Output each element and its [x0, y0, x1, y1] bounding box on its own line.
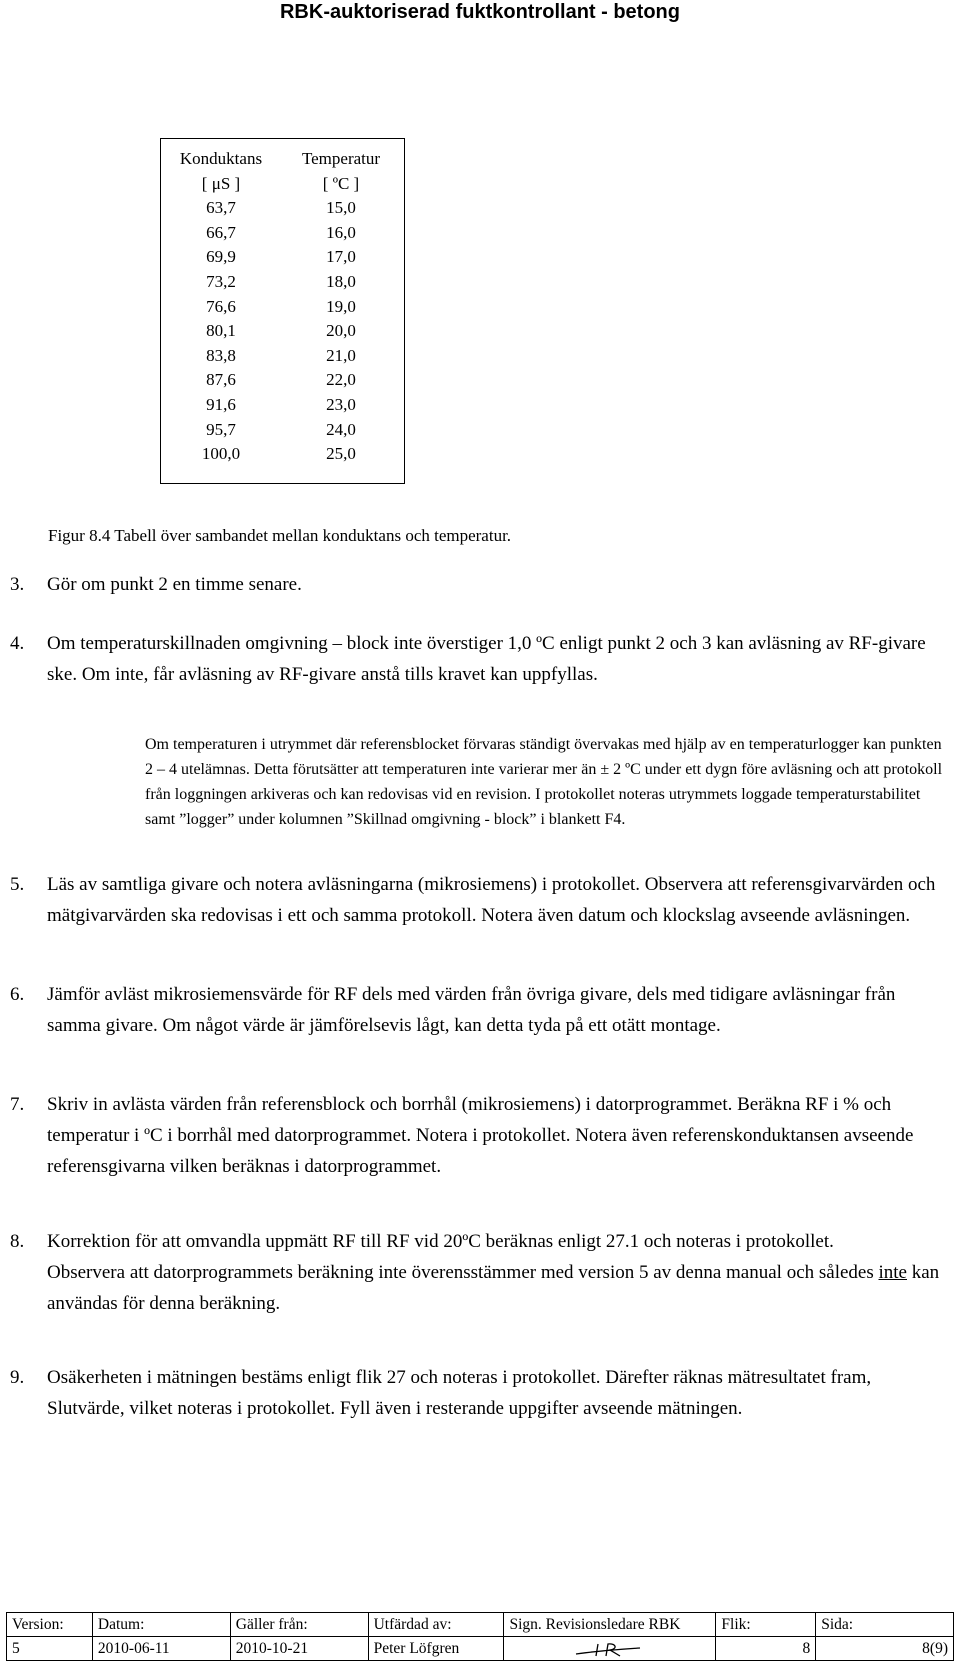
footer-label-version: Version:	[7, 1613, 93, 1637]
step-6	[10, 979, 950, 1041]
table-cell: 25,0	[326, 444, 356, 464]
footer-value-row	[7, 1637, 954, 1661]
footer-version: 5	[7, 1637, 93, 1661]
table-cell: 91,6	[206, 394, 236, 414]
footer-label-valid-from: Gäller från:	[230, 1613, 368, 1637]
table-cell: 66,7	[206, 222, 236, 242]
table-cell: 100,0	[201, 444, 241, 464]
footer-signature	[504, 1637, 716, 1661]
temperature-logger-note: Om temperaturen i utrymmet där referensblocket förvaras ständigt övervakas med hjälp av en temperaturlogger kan punkten 2 – 4 utelämnas. Detta förutsätter att temperaturen inte varierar mer än ± 2 ºC under ett dygn före avläsning och att protokoll från loggningen arkiveras och kan redovisas vid en revision. I protokollet noteras utrymmets loggade temperaturstabilitet samt ”logger” under kolumnen ”Skillnad omgivning - block” i blankett F4.	[145, 736, 943, 828]
footer-label-row	[7, 1613, 954, 1637]
step-8	[10, 1226, 950, 1319]
step-text: Gör om punkt 2 en timme senare.	[47, 574, 302, 595]
table-cell: 76,6	[206, 296, 236, 316]
table-cell: 17,0	[326, 247, 356, 267]
step-text: Osäkerheten i mätningen bestäms enligt flik 27 och noteras i protokollet. Därefter räknas mätresultatet fram, Slutvärde, vilket noteras i protokollet. Fyll även i resterande uppgifter avseende mätningen.	[47, 1367, 872, 1419]
underlined-word: inte	[878, 1262, 907, 1283]
table-cell: 15,0	[326, 198, 356, 218]
footer-label-issued-by: Utfärdad av:	[368, 1613, 504, 1637]
table-cell: 23,0	[326, 394, 356, 414]
column-unit: [ ºC ]	[322, 173, 360, 193]
table-cell: 18,0	[326, 271, 356, 291]
step-5	[10, 869, 950, 931]
step-text: Om temperaturskillnaden omgivning – block inte överstiger 1,0 ºC enligt punkt 2 och 3 kan avläsning av RF-givare ske. Om inte, får avläsning av RF-givare anstå tills kravet kan uppfyllas.	[47, 633, 926, 685]
footer-date: 2010-06-11	[92, 1637, 230, 1661]
footer-issued-by: Peter Löfgren	[368, 1637, 504, 1661]
temperature-column	[281, 147, 401, 467]
signature-icon	[570, 1639, 650, 1659]
table-cell: 83,8	[206, 345, 236, 365]
footer-valid-from: 2010-10-21	[230, 1637, 368, 1661]
table-cell: 73,2	[206, 271, 236, 291]
step-3	[10, 569, 950, 600]
step-number: 3.	[10, 574, 25, 595]
step-number: 7.	[10, 1094, 25, 1115]
step-4	[10, 628, 950, 690]
step-text-observation: Observera att datorprogrammets beräkning inte överensstämmer med version 5 av denna manual och således inte kan användas för denna beräkning.	[47, 1262, 940, 1314]
footer-tab: 8	[716, 1637, 816, 1661]
footer-label-date: Datum:	[92, 1613, 230, 1637]
table-cell: 19,0	[326, 296, 356, 316]
conductance-column	[161, 147, 281, 467]
table-cell: 69,9	[206, 247, 236, 267]
table-cell: 21,0	[326, 345, 356, 365]
footer-page: 8(9)	[816, 1637, 954, 1661]
footer-label-signature: Sign. Revisionsledare RBK	[504, 1613, 716, 1637]
table-cell: 63,7	[206, 198, 236, 218]
step-number: 6.	[10, 984, 25, 1005]
table-cell: 22,0	[326, 370, 356, 390]
step-text: Jämför avläst mikrosiemensvärde för RF dels med värden från övriga givare, dels med tidigare avläsningar från samma givare. Om något värde är jämförelsevis lågt, kan detta tyda på ett otätt montage.	[47, 984, 896, 1036]
step-number: 8.	[10, 1231, 25, 1252]
table-cell: 80,1	[206, 321, 236, 341]
step-number: 5.	[10, 874, 25, 895]
table-cell: 16,0	[326, 222, 356, 242]
column-header: Temperatur	[301, 149, 381, 168]
conductance-temperature-table	[160, 138, 405, 484]
step-9	[10, 1362, 950, 1424]
step-number: 9.	[10, 1367, 25, 1388]
step-number: 4.	[10, 633, 25, 654]
table-cell: 95,7	[206, 419, 236, 439]
footer-label-tab: Flik:	[716, 1613, 816, 1637]
figure-caption: Figur 8.4 Tabell över sambandet mellan konduktans och temperatur.	[48, 526, 512, 545]
column-header: Konduktans	[179, 149, 263, 168]
footer-label-page: Sida:	[816, 1613, 954, 1637]
document-footer	[6, 1612, 954, 1661]
document-header: RBK-auktoriserad fuktkontrollant - betong	[279, 1, 680, 23]
step-text: Läs av samtliga givare och notera avläsningarna (mikrosiemens) i protokollet. Observera att referensgivarvärden och mätgivarvärden ska redovisas i ett och samma protokoll. Notera även datum och klockslag avseende avläsningen.	[47, 874, 936, 926]
table-cell: 20,0	[326, 321, 356, 341]
column-unit: [ μS ]	[201, 173, 241, 193]
step-text: Skriv in avlästa värden från referensblock och borrhål (mikrosiemens) i datorprogrammet. Beräkna RF i % och temperatur i ºC i borrhål med datorprogrammet. Notera i protokollet. Notera även referenskonduktansen avseende referensgivarna vilken beräknas i datorprogrammet.	[47, 1094, 914, 1177]
table-cell: 24,0	[326, 419, 356, 439]
table-cell: 87,6	[206, 370, 236, 390]
step-text: Korrektion för att omvandla uppmätt RF till RF vid 20ºC beräknas enligt 27.1 och noteras i protokollet.	[47, 1231, 834, 1252]
step-7	[10, 1089, 950, 1182]
